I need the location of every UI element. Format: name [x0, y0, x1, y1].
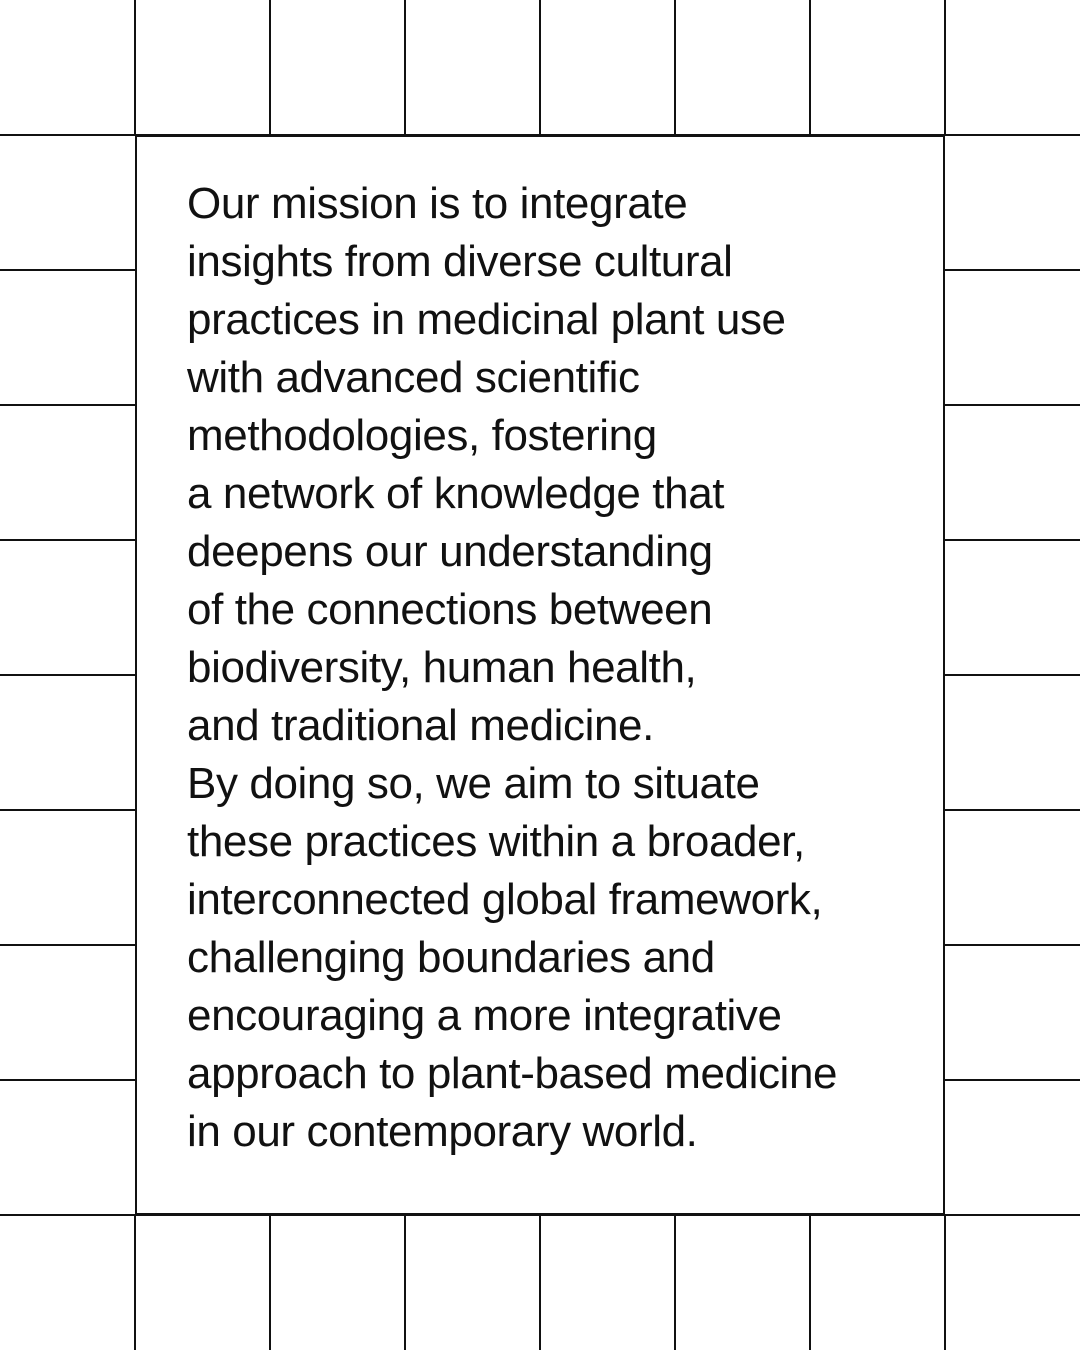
mission-line: biodiversity, human health,	[187, 643, 697, 692]
mission-line: interconnected global framework,	[187, 875, 823, 924]
mission-line: Our mission is to integrate	[187, 179, 688, 228]
mission-line: approach to plant-based medicine	[187, 1049, 838, 1098]
mission-line: methodologies, fostering	[187, 411, 657, 460]
mission-line: with advanced scientific	[187, 353, 640, 402]
mission-line: practices in medicinal plant use	[187, 295, 786, 344]
mission-line: and traditional medicine.	[187, 701, 654, 750]
mission-text-panel	[135, 135, 945, 1215]
mission-line: deepens our understanding	[187, 527, 713, 576]
mission-line: encouraging a more integrative	[187, 991, 782, 1040]
mission-line: challenging boundaries and	[187, 933, 715, 982]
mission-line: these practices within a broader,	[187, 817, 805, 866]
mission-line: a network of knowledge that	[187, 469, 725, 518]
mission-line: of the connections between	[187, 585, 713, 634]
mission-line: insights from diverse cultural	[187, 237, 733, 286]
mission-statement	[187, 175, 927, 1161]
mission-line: in our contemporary world.	[187, 1107, 698, 1156]
mission-line: By doing so, we aim to situate	[187, 759, 760, 808]
